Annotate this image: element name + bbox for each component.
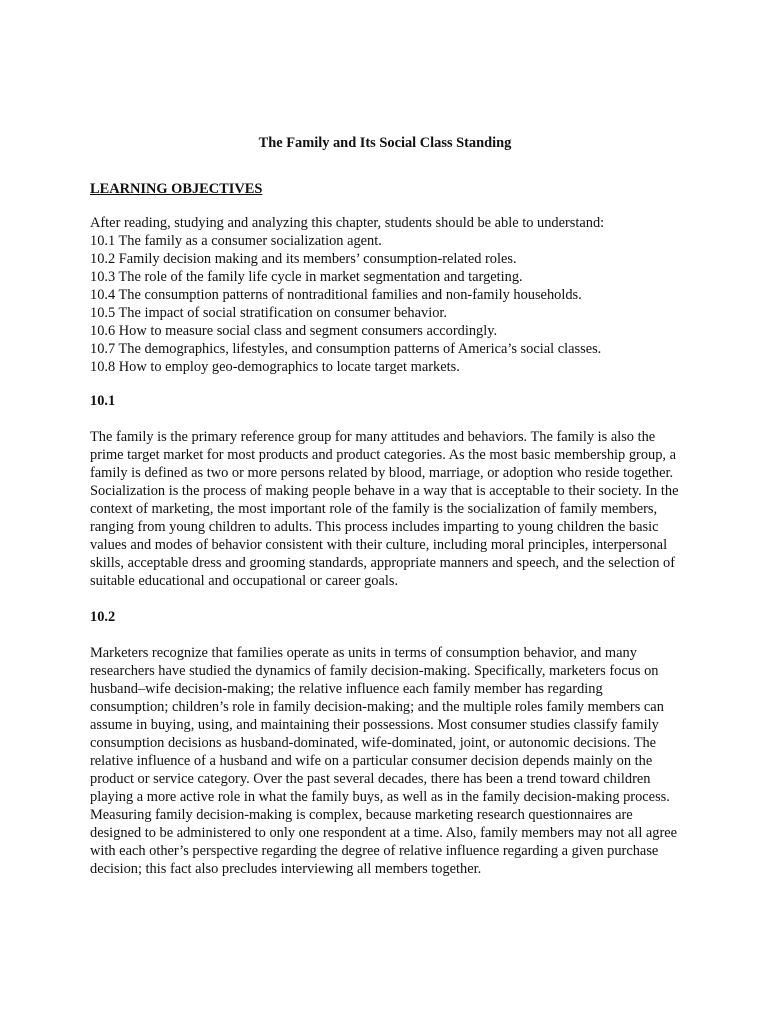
section-body-10-2: Marketers recognize that families operate as units in terms of consumption behavior, and many researchers have studied the dynamics of family decision-making. Specifically, marketers focus on husband–wife decision-making; the relative influence each family member has regarding consumption; children’s role in family decision-making; and the multiple roles family members can assume in buying, using, and maintaining their possessions. Most consumer studies classify family consumption decisions as husband-dominated, wife-dominated, joint, or autonomic decisions. The relative influence of a husband and wife on a particular consumer decision depends mainly on the product or service category. Over the past several decades, there has been a trend toward children playing a more active role in what the family buys, as well as in the family decision-making process. Measuring family decision-making is complex, because marketing research questionnaires are designed to be administered to only one respondent at a time. Also, family members may not all agree with each other’s perspective regarding the degree of relative influence regarding a given purchase decision; this fact also precludes interviewing all members together. [90,645,678,877]
document-page [90,134,680,896]
objective-item: 10.3 The role of the family life cycle in market segmentation and targeting. [90,269,523,285]
objectives-list [90,232,680,376]
objective-item: 10.4 The consumption patterns of nontraditional families and non-family households. [90,287,582,303]
objective-item: 10.8 How to employ geo-demographics to locate target markets. [90,359,460,375]
objectives-intro: After reading, studying and analyzing this chapter, students should be able to understand: [90,215,605,231]
objective-item: 10.6 How to measure social class and segment consumers accordingly. [90,323,498,339]
document-title: The Family and Its Social Class Standing [258,135,512,151]
objective-item: 10.1 The family as a consumer socialization agent. [90,233,382,249]
section-body-10-1: The family is the primary reference group for many attitudes and behaviors. The family is also the prime target market for most products and product categories. As the most basic membership group, a family is defined as two or more persons related by blood, marriage, or adoption who reside together. Socialization is the process of making people behave in a way that is acceptable to their society. In the context of marketing, the most important role of the family is the socialization of family members, ranging from young children to adults. This process includes imparting to young children the basic values and modes of behavior consistent with their culture, including moral principles, interpersonal skills, acceptable dress and grooming standards, appropriate manners and speech, and the selection of suitable educational and occupational or career goals. [90,429,679,589]
learning-objectives-heading: LEARNING OBJECTIVES [90,181,263,197]
section-heading-10-2: 10.2 [90,609,116,625]
objective-item: 10.2 Family decision making and its members’ consumption-related roles. [90,251,517,267]
section-heading-10-1: 10.1 [90,393,116,409]
objective-item: 10.7 The demographics, lifestyles, and consumption patterns of America’s social classes. [90,341,602,357]
objective-item: 10.5 The impact of social stratification on consumer behavior. [90,305,448,321]
